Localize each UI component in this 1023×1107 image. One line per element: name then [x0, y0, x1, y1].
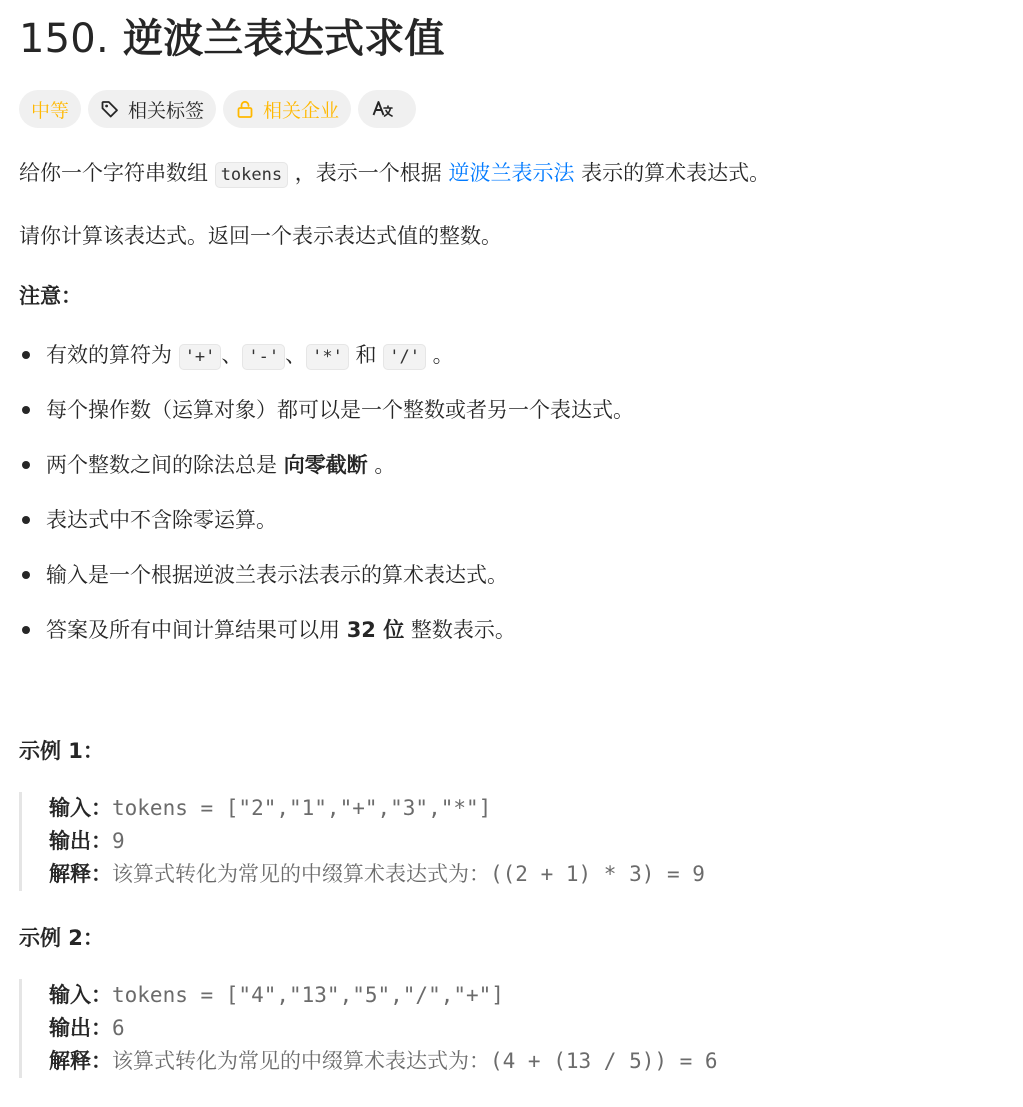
list-item: 输入是一个根据逆波兰表示法表示的算术表达式。 — [19, 560, 634, 615]
description-paragraph-1: 给你一个字符串数组 tokens ，表示一个根据 逆波兰表示法 表示的算术表达式。 — [19, 158, 770, 190]
problem-name: 逆波兰表达式求值 — [123, 16, 445, 62]
list-item: 两个整数之间的除法总是 向零截断 。 — [19, 450, 634, 505]
translate-icon — [372, 99, 394, 119]
bullet-icon — [22, 351, 30, 359]
tag-row — [19, 90, 416, 128]
bullet-icon — [22, 406, 30, 414]
problem-number: 150. — [19, 16, 109, 62]
related-tags-label: 相关标签 — [128, 99, 205, 122]
note-title: 注意： — [19, 284, 82, 308]
example-2-block: 输入：tokens = ["4","13","5","/","+"] 输出：6 解释：该算式转化为常见的中缀算术表达式为：(4 + (13 / 5)) = 6 — [19, 979, 718, 1078]
list-item: 答案及所有中间计算结果可以用 32 位 整数表示。 — [19, 615, 634, 670]
description-paragraph-2: 请你计算该表达式。返回一个表示表达式值的整数。 — [19, 224, 502, 248]
related-companies-button[interactable] — [223, 90, 351, 128]
list-item: 表达式中不含除零运算。 — [19, 505, 634, 560]
translate-button[interactable] — [358, 90, 416, 128]
difficulty-badge — [19, 90, 81, 128]
difficulty-label: 中等 — [31, 99, 70, 122]
lock-icon — [235, 99, 255, 119]
tag-icon — [100, 99, 120, 119]
bullet-icon — [22, 626, 30, 634]
related-tags-button[interactable] — [88, 90, 216, 128]
rpn-link[interactable]: 逆波兰表示法 — [448, 161, 575, 185]
notes-list — [19, 340, 634, 670]
bullet-icon — [22, 461, 30, 469]
list-item: 有效的算符为 '+' 、 '-' 、 '*' 和 '/' 。 — [19, 340, 634, 395]
example-1-title: 示例 1： — [19, 739, 104, 763]
bullet-icon — [22, 516, 30, 524]
tokens-code: tokens — [215, 162, 288, 188]
related-companies-label: 相关企业 — [263, 99, 340, 122]
example-1-block: 输入：tokens = ["2","1","+","3","*"] 输出：9 解释：该算式转化为常见的中缀算术表达式为：((2 + 1) * 3) = 9 — [19, 792, 705, 891]
bullet-icon — [22, 571, 30, 579]
list-item: 每个操作数（运算对象）都可以是一个整数或者另一个表达式。 — [19, 395, 634, 450]
problem-title — [19, 12, 445, 66]
example-2-title: 示例 2： — [19, 926, 104, 950]
